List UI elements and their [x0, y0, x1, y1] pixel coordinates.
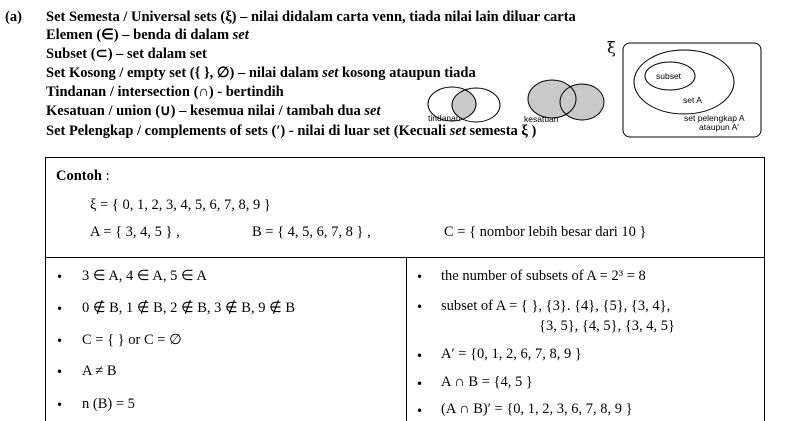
right-item: the number of subsets of A = 2³ = 8 [441, 268, 646, 284]
right-item: (A ∩ B)′ = {0, 1, 2, 3, 6, 7, 8, 9 } [441, 401, 633, 417]
set-a-label: set A [683, 95, 702, 105]
union-label: kesatuan [524, 114, 559, 124]
bullet-icon: • [416, 404, 424, 418]
right-item-continued: {3, 5}, {4, 5}, {3, 4, 5} [539, 318, 676, 334]
left-item: C = { } or C = ∅ [82, 332, 182, 348]
left-item: A ≠ B [82, 363, 117, 379]
definition-union: Kesatuan / union (∪) – kesemua nilai / tambah dua set [46, 103, 381, 119]
definition-universal-set: Set Semesta / Universal sets (ξ) – nilai didalam carta venn, tiada nilai lain diluar carta [46, 9, 576, 25]
definition-empty-set: Set Kosong / empty set ({ }, ∅) – nilai dalam set kosong ataupun tiada [46, 65, 476, 81]
set-b-definition: B = { 4, 5, 6, 7, 8 } , [252, 224, 371, 240]
universal-set-symbol: ξ [607, 38, 616, 57]
definition-subset: Subset (⊂) – set dalam set [46, 46, 207, 62]
right-item: A ∩ B = {4, 5 } [441, 374, 533, 390]
bullet-icon: • [416, 300, 424, 314]
right-item: A′ = {0, 1, 2, 6, 7, 8, 9 } [441, 346, 582, 362]
left-item: 3 ∈ A, 4 ∈ A, 5 ∈ A [82, 268, 207, 284]
complement-label-line2: ataupun A′ [699, 122, 739, 132]
set-a-definition: A = { 3, 4, 5 } , [90, 224, 180, 240]
example-header-cell [46, 158, 764, 258]
universal-set-diagram [622, 42, 764, 140]
right-item: subset of A = { }, {3}. {4}, {5}, {3, 4}, [441, 298, 671, 314]
left-item: n (B) = 5 [82, 396, 135, 412]
definition-intersection: Tindanan / intersection (∩) - bertindih [46, 84, 284, 100]
complement-label-line1: set pelengkap A [684, 113, 745, 123]
column-divider [406, 257, 407, 421]
bullet-icon: • [416, 270, 424, 284]
bullet-icon: • [56, 302, 64, 316]
bullet-icon: • [56, 398, 64, 412]
bullet-icon: • [56, 334, 64, 348]
bullet-icon: • [56, 365, 64, 379]
bullet-icon: • [416, 349, 424, 363]
set-c-definition: C = { nombor lebih besar dari 10 } [444, 224, 647, 240]
definition-complement: Set Pelengkap / complements of sets (′) - nilai di luar set (Kecuali set semesta ξ ) [46, 123, 537, 139]
bullet-icon: • [416, 377, 424, 391]
subset-label: subset [656, 71, 682, 81]
universal-set-line: ξ = { 0, 1, 2, 3, 4, 5, 6, 7, 8, 9 } [90, 197, 271, 213]
part-label: (a) [5, 9, 22, 25]
bullet-icon: • [56, 270, 64, 284]
example-title: Contoh : [56, 168, 110, 184]
intersection-label: tindanan [428, 113, 461, 123]
example-table [45, 157, 765, 421]
definition-element: Elemen (∈) – benda di dalam set [46, 27, 249, 43]
left-item: 0 ∉ B, 1 ∉ B, 2 ∉ B, 3 ∉ B, 9 ∉ B [82, 300, 296, 316]
